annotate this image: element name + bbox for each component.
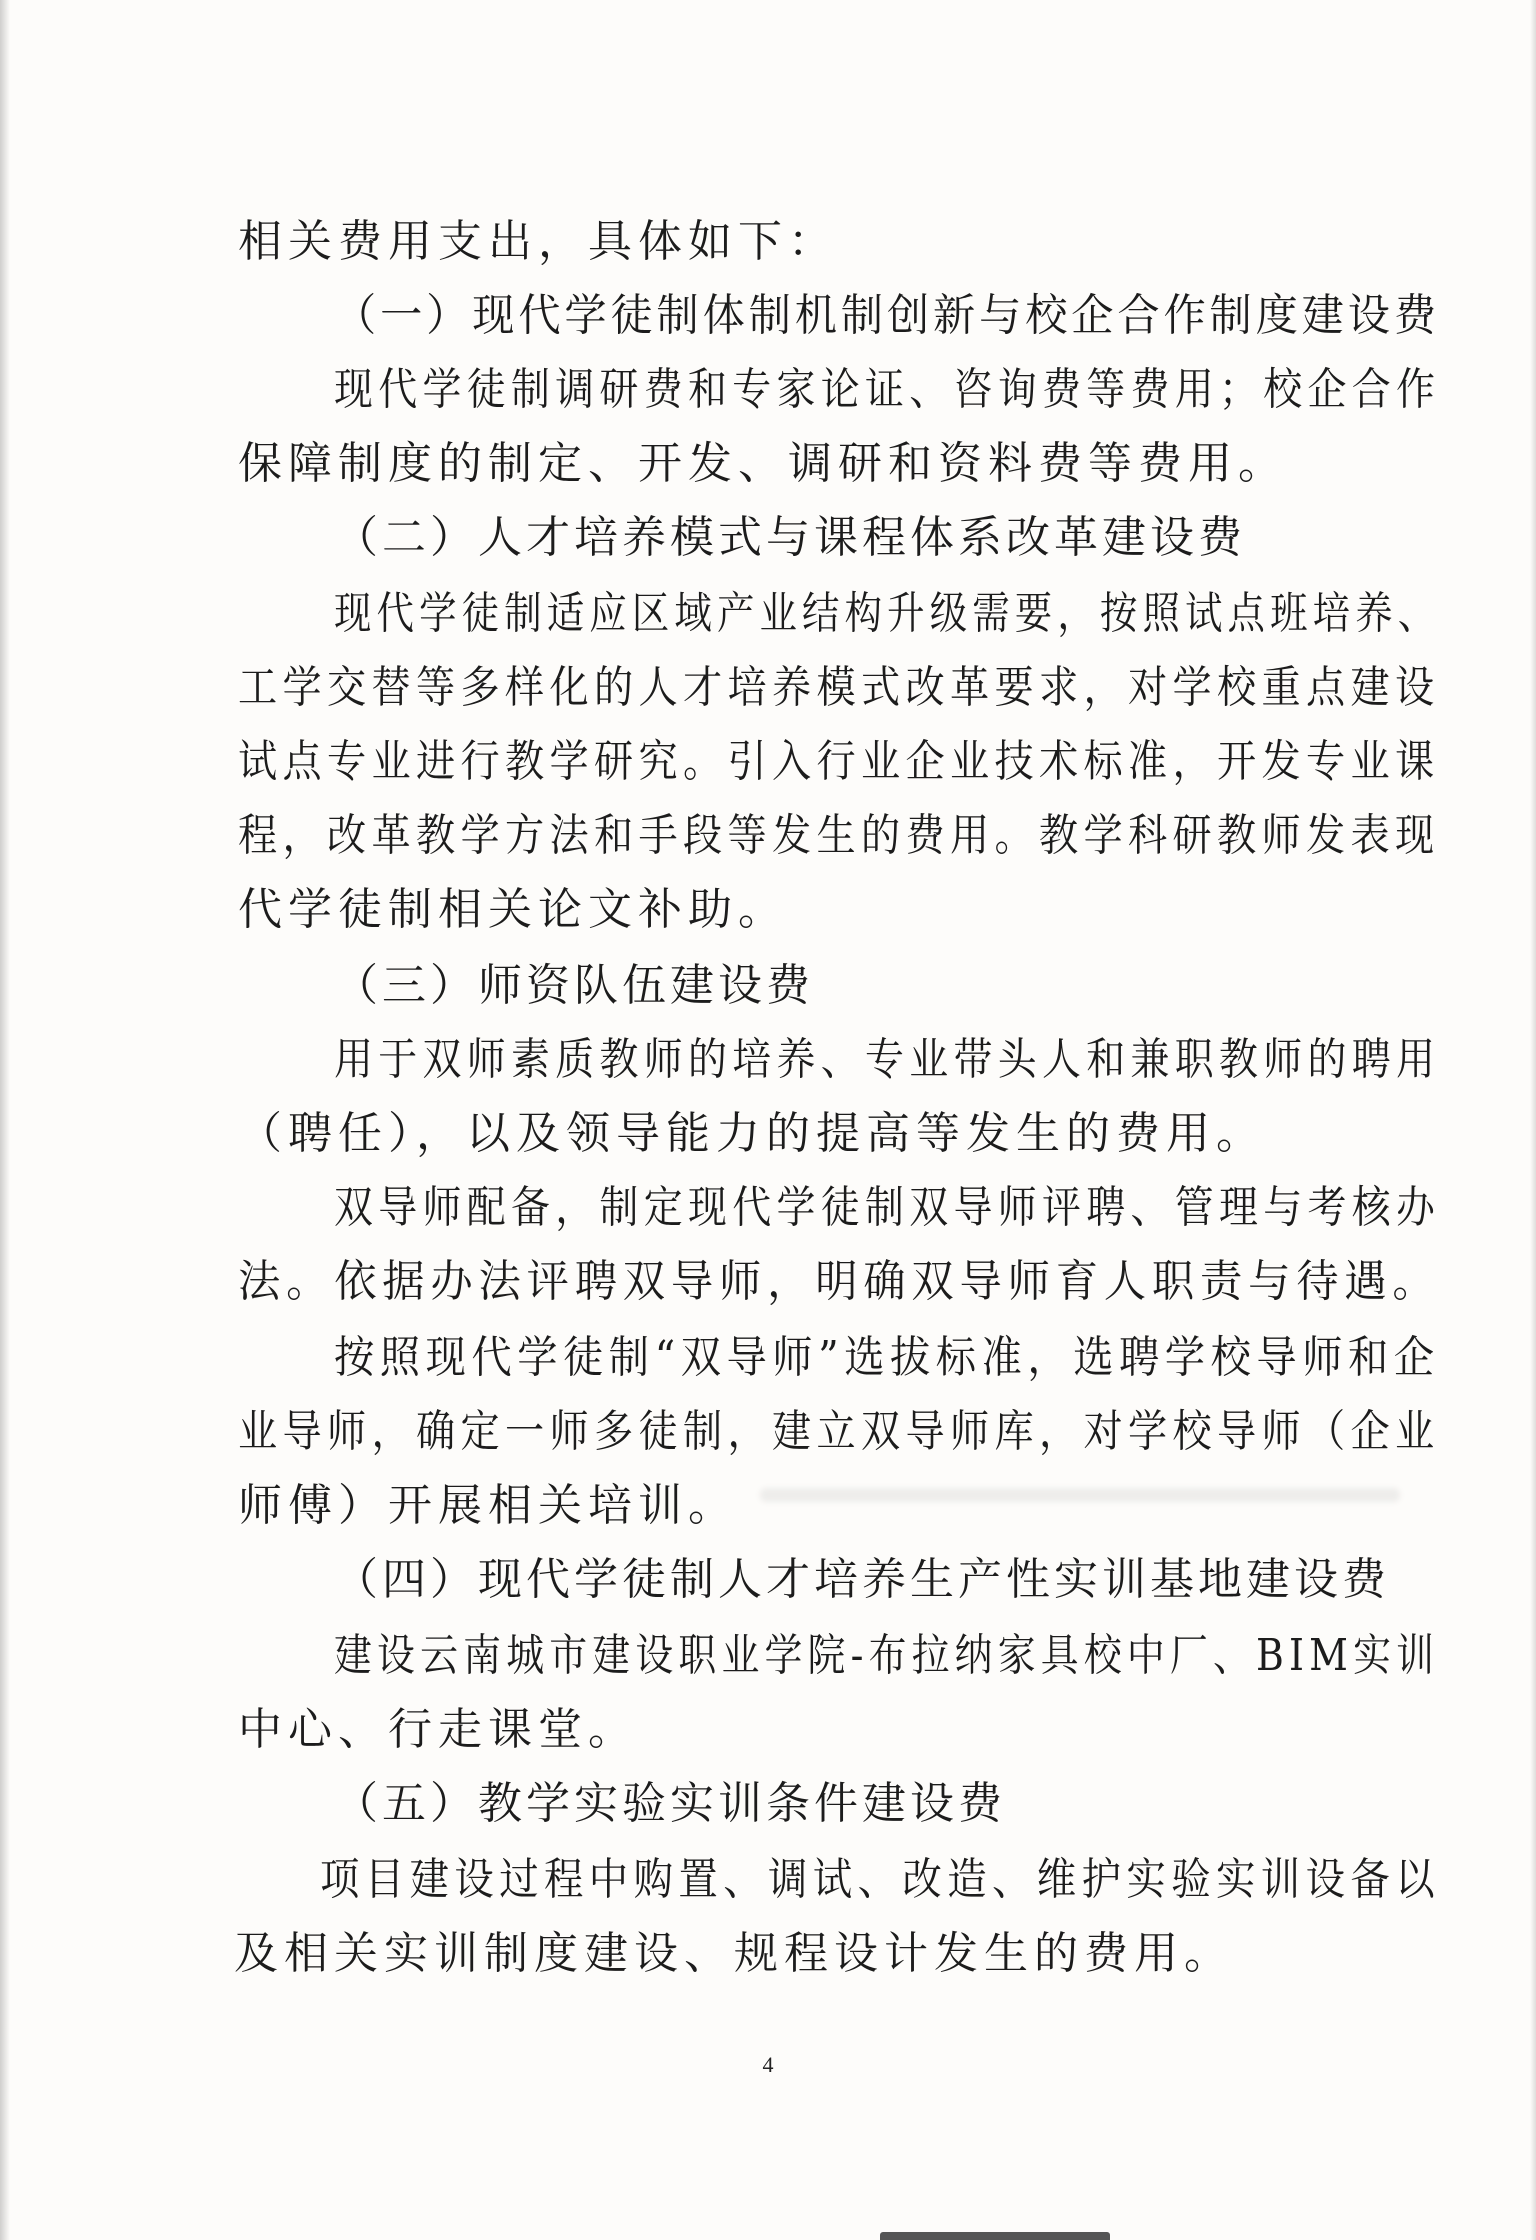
scan-edge-bar	[880, 2232, 1110, 2240]
body-line-6: 试点专业进行教学研究。引入行业企业技术标准，开发专业课	[238, 736, 1440, 787]
body-line-2: 现代学徒制调研费和专家论证、咨询费等费用；校企合作	[334, 364, 1441, 415]
body-line-11: 双导师配备，制定现代学徒制双导师评聘、管理与考核办	[334, 1182, 1441, 1233]
section-heading-2: （二）人才培养模式与课程体系改革建设费	[334, 512, 1246, 563]
section-heading-1: （一）现代学徒制体制机制创新与校企合作制度建设费	[334, 290, 1440, 341]
body-line-17: 中心、行走课堂。	[238, 1704, 638, 1755]
page-number: 4	[762, 2052, 774, 2077]
scan-shadow-left	[0, 0, 10, 2240]
section-heading-4: （四）现代学徒制人才培养生产性实训基地建设费	[334, 1554, 1390, 1605]
body-line-4: 现代学徒制适应区域产业结构升级需要，按照试点班培养、	[334, 588, 1441, 639]
body-line-5: 工学交替等多样化的人才培养模式改革要求，对学校重点建设	[238, 662, 1440, 713]
body-line-9: 用于双师素质教师的培养、专业带头人和兼职教师的聘用	[334, 1034, 1441, 1085]
body-line-15: 师傅）开展相关培训。	[238, 1480, 738, 1531]
scan-smudge	[760, 1488, 1400, 1502]
body-line-16: 建设云南城市建设职业学院-布拉纳家具校中厂、BIM实训	[334, 1630, 1440, 1681]
body-line-3: 保障制度的制定、开发、调研和资料费等费用。	[238, 438, 1288, 489]
body-line-19: 及相关实训制度建设、规程设计发生的费用。	[234, 1928, 1234, 1979]
section-heading-5: （五）教学实验实训条件建设费	[334, 1778, 1006, 1829]
body-line-10: （聘任），以及领导能力的提高等发生的费用。	[238, 1108, 1266, 1159]
body-line-8: 代学徒制相关论文补助。	[238, 884, 788, 935]
section-heading-3: （三）师资队伍建设费	[334, 960, 814, 1011]
body-line-12: 法。依据办法评聘双导师，明确双导师育人职责与待遇。	[238, 1256, 1441, 1307]
body-line-14: 业导师，确定一师多徒制，建立双导师库，对学校导师（企业	[238, 1406, 1440, 1457]
body-line-1: 相关费用支出，具体如下：	[238, 216, 838, 267]
scan-shadow-right	[1530, 0, 1536, 2240]
body-line-13: 按照现代学徒制“双导师”选拔标准，选聘学校导师和企	[334, 1332, 1440, 1383]
body-line-18: 项目建设过程中购置、调试、改造、维护实验实训设备以	[320, 1854, 1440, 1905]
body-line-7: 程，改革教学方法和手段等发生的费用。教学科研教师发表现	[238, 810, 1440, 861]
